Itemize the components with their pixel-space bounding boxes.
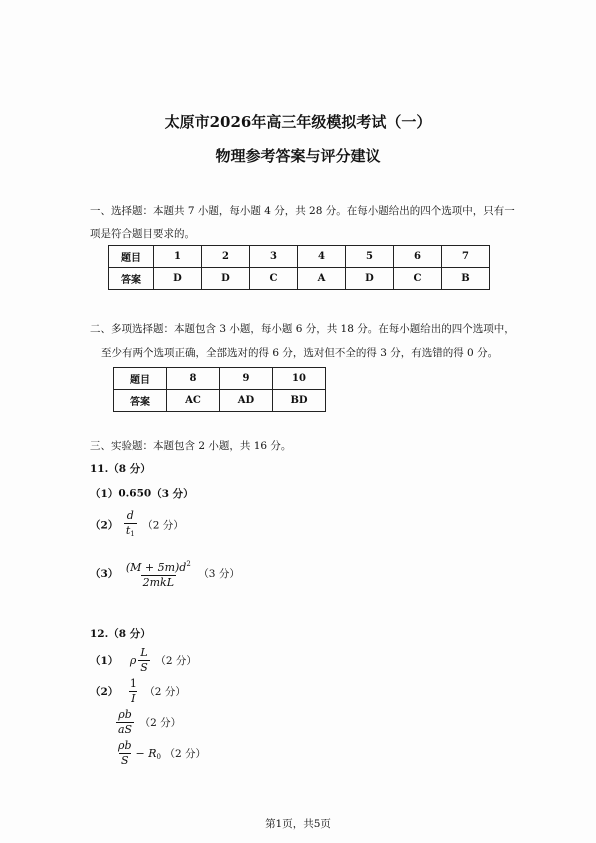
- q11-part1-answer: 0.650: [118, 487, 152, 500]
- q12-part2c-tail-text: − R: [135, 746, 157, 760]
- page-subtitle: 物理参考答案与评分建议: [215, 147, 381, 165]
- q12-part2-label: （2）: [90, 686, 119, 698]
- section1-answer-table: [108, 245, 490, 290]
- section2-answer-table: [113, 367, 326, 412]
- table-cell: 7: [442, 246, 490, 268]
- q12-part2c-score: （2 分）: [164, 748, 207, 760]
- table-cell: 5: [346, 246, 394, 268]
- q12-part2c-fraction: [116, 739, 134, 768]
- table-cell: 3: [250, 246, 298, 268]
- table-row: [114, 368, 326, 390]
- q12-part2c: [114, 739, 206, 768]
- table-cell: B: [442, 268, 490, 290]
- table-cell: A: [298, 268, 346, 290]
- q11-part2-denominator: [124, 523, 137, 541]
- section2-intro-line2: 至少有两个选项正确，全部选对的得 6 分，选对但不全的得 3 分，有选错的得 0 分。: [101, 347, 499, 359]
- q12-part2b-fraction: [116, 708, 134, 737]
- q11-part2-den-text: t: [125, 524, 131, 537]
- table-cell: 1: [154, 246, 202, 268]
- q11-part3-num-text: (M + 5m)d: [125, 561, 187, 574]
- q11-part3-num-superscript: 2: [186, 560, 191, 568]
- q12-part2a-score: （2 分）: [144, 686, 186, 698]
- section1-intro-line2: 项是符合题目要求的。: [90, 228, 195, 240]
- q12-part1-numerator: L: [140, 646, 148, 659]
- q12-part1-fraction: [138, 646, 150, 675]
- table-cell: D: [154, 268, 202, 290]
- section1-intro-line1: 一、选择题：本题共 7 小题，每小题 4 分，共 28 分。在每小题给出的四个选项中，只有一: [90, 205, 515, 217]
- q11-part3-denominator: 2mkL: [142, 576, 175, 589]
- q12-part1-denominator: S: [140, 661, 148, 674]
- table-cell: C: [250, 268, 298, 290]
- q12-part1-label: （1）: [90, 655, 119, 667]
- q12-part2c-tail: [136, 747, 161, 760]
- q12-heading: 12.（8 分）: [90, 628, 151, 640]
- q11-heading: 11.（8 分）: [90, 463, 151, 475]
- table-cell: BD: [273, 390, 326, 412]
- q11-part1-label: （1）: [90, 488, 119, 500]
- table-row: [109, 246, 490, 268]
- q12-part2c-tail-subscript: 0: [156, 752, 161, 761]
- table-header-cell: 题目: [114, 368, 167, 390]
- q12-part2b-denominator: aS: [118, 723, 133, 736]
- q12-part2: [90, 677, 186, 706]
- table-cell: D: [346, 268, 394, 290]
- q11-part1-score: （3 分）: [151, 488, 194, 500]
- q12-part2b-score: （2 分）: [139, 717, 182, 729]
- table-cell: D: [202, 268, 250, 290]
- q12-part2c-denominator: S: [120, 754, 129, 767]
- page-title: 太原市2026年高三年级模拟考试（一）: [164, 113, 432, 131]
- table-cell: AC: [167, 390, 220, 412]
- q12-part1-rho: ρ: [129, 654, 137, 667]
- q11-part2-fraction: [124, 509, 137, 541]
- q11-part3-score: （3 分）: [198, 568, 240, 580]
- table-cell: 8: [167, 368, 220, 390]
- table-cell: 10: [273, 368, 326, 390]
- q11-part2-label: （2）: [90, 519, 119, 532]
- table-cell: 9: [220, 368, 273, 390]
- table-cell: C: [394, 268, 442, 290]
- q12-part2a-denominator: I: [131, 692, 136, 705]
- q11-part2-den-subscript: 1: [130, 530, 135, 538]
- table-cell: 4: [298, 246, 346, 268]
- page-number: 第1页，共5页: [265, 818, 331, 830]
- q12-part2a-fraction: [128, 677, 139, 706]
- q12-part2c-numerator: ρb: [118, 739, 132, 752]
- section2-intro-line1: 二、多项选择题：本题包含 3 小题，每小题 6 分，共 18 分。在每小题给出的四个选项中，: [90, 323, 515, 335]
- q11-part2-score: （2 分）: [142, 519, 184, 532]
- q11-part3-numerator: [124, 557, 193, 575]
- q12-part2a-numerator: 1: [129, 677, 137, 690]
- table-header-cell: 题目: [109, 246, 154, 268]
- table-cell: 2: [202, 246, 250, 268]
- q11-part3-fraction: [124, 557, 193, 590]
- table-header-cell: 答案: [109, 268, 154, 290]
- table-cell: AD: [220, 390, 273, 412]
- table-row: [114, 390, 326, 412]
- table-cell: 6: [394, 246, 442, 268]
- q12-part2b: [114, 708, 181, 737]
- section3-intro: 三、实验题：本题包含 2 小题，共 16 分。: [90, 440, 292, 452]
- q11-part3-label: （3）: [90, 568, 119, 580]
- table-row: [109, 268, 490, 290]
- q11-part2: [90, 509, 184, 541]
- q11-part3: [90, 557, 240, 590]
- q11-part1: [90, 486, 194, 501]
- q12-part1-score: （2 分）: [155, 655, 197, 667]
- q12-part1: [90, 646, 197, 675]
- q11-part2-numerator: d: [126, 509, 134, 522]
- q12-part2b-numerator: ρb: [118, 708, 132, 721]
- table-header-cell: 答案: [114, 390, 167, 412]
